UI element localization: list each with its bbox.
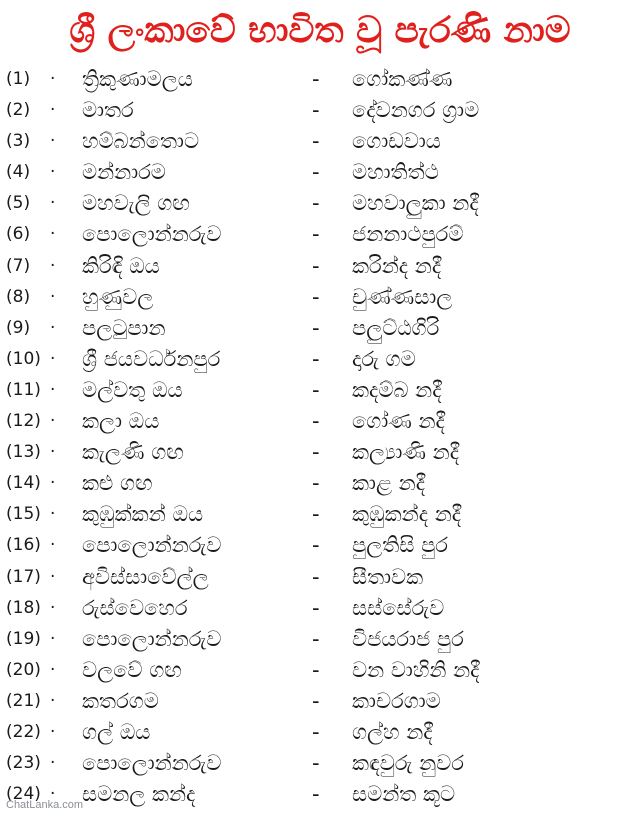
bullet-marker: · xyxy=(50,193,56,214)
bullet-marker: · xyxy=(50,628,56,649)
list-item xyxy=(0,126,640,157)
row-number: (1) xyxy=(6,69,31,89)
ancient-name: කරින්ද නදී xyxy=(352,253,442,278)
separator-dash: - xyxy=(312,222,320,247)
row-number: (8) xyxy=(6,286,31,307)
ancient-name: දාරු ගම xyxy=(352,346,416,371)
watermark: ChatLanka.com xyxy=(6,799,84,811)
bullet-marker: · xyxy=(50,535,56,556)
list-item xyxy=(0,188,640,219)
ancient-name: සස්සේරුව xyxy=(352,595,445,620)
ancient-name: කදම්බ නදී xyxy=(352,377,442,402)
ancient-name: චුණ්ණසාල xyxy=(352,284,453,309)
separator-dash: - xyxy=(312,377,320,402)
row-number: (20) xyxy=(6,659,41,680)
modern-name: මාතර xyxy=(82,98,134,123)
separator-dash: - xyxy=(312,315,320,340)
separator-dash: - xyxy=(312,67,320,91)
modern-name: වලවේ ගඟ xyxy=(82,657,182,682)
ancient-name: ජනනාථපුරම් xyxy=(352,222,464,247)
ancient-name: කඳවුරු නුවර xyxy=(352,751,464,776)
modern-name: කලා ඔය xyxy=(82,409,160,434)
bullet-marker: · xyxy=(50,659,56,680)
ancient-name: ගෝණ නදී xyxy=(352,409,445,434)
separator-dash: - xyxy=(312,409,320,434)
list-item xyxy=(0,499,640,530)
bullet-marker: · xyxy=(50,317,56,338)
modern-name: කළු ගඟ xyxy=(82,471,153,496)
row-number: (3) xyxy=(6,131,31,152)
bullet-marker: · xyxy=(50,255,56,276)
list-item xyxy=(0,655,640,686)
row-number: (17) xyxy=(6,566,41,587)
list-item xyxy=(0,282,640,313)
list-item xyxy=(0,95,640,126)
ancient-name: දේවනගර ග්‍රාම xyxy=(352,98,480,123)
row-number: (10) xyxy=(6,348,41,369)
list-item xyxy=(0,437,640,468)
modern-name: ශ්‍රී ජයවර්ධනපුර xyxy=(82,346,221,371)
row-number: (7) xyxy=(6,255,31,276)
list-item xyxy=(0,313,640,344)
ancient-name: කල්‍යාණි නදී xyxy=(352,440,460,465)
modern-name: පොලොන්නරුව xyxy=(82,626,222,651)
separator-dash: - xyxy=(312,98,320,123)
separator-dash: - xyxy=(312,471,320,496)
row-number: (22) xyxy=(6,721,41,742)
separator-dash: - xyxy=(312,253,320,278)
row-number: (16) xyxy=(6,535,41,556)
list-item xyxy=(0,686,640,717)
modern-name: කතරගම xyxy=(82,688,159,713)
list-item xyxy=(0,406,640,437)
list-item xyxy=(0,375,640,406)
modern-name: මල්වතු ඔය xyxy=(82,377,183,402)
row-number: (24) xyxy=(6,784,41,805)
separator-dash: - xyxy=(312,502,320,527)
list-item xyxy=(0,530,640,561)
bullet-marker: · xyxy=(50,442,56,463)
list-item xyxy=(0,251,640,282)
list-item xyxy=(0,64,640,95)
bullet-marker: · xyxy=(50,753,56,774)
ancient-name: කාචරගාම xyxy=(352,688,441,713)
bullet-marker: · xyxy=(50,379,56,400)
modern-name: හුණුවල xyxy=(82,284,154,309)
separator-dash: - xyxy=(312,626,320,651)
modern-name: පොලොන්නරුව xyxy=(82,533,222,558)
modern-name: කැලණි ගඟ xyxy=(82,440,184,465)
list-item xyxy=(0,717,640,748)
bullet-marker: · xyxy=(50,286,56,307)
ancient-name: සමන්ත කූට xyxy=(352,782,456,807)
list-item xyxy=(0,219,640,250)
list-item xyxy=(0,344,640,375)
ancient-name: කාළ නදී xyxy=(352,471,426,496)
row-number: (11) xyxy=(6,379,41,400)
ancient-name: ගල්හ නදී xyxy=(352,719,433,744)
separator-dash: - xyxy=(312,346,320,371)
bullet-marker: · xyxy=(50,597,56,618)
modern-name: පොලොන්නරුව xyxy=(82,222,222,247)
modern-name: සමනල කන්ද xyxy=(82,782,196,807)
separator-dash: - xyxy=(312,160,320,185)
modern-name: පොලොන්නරුව xyxy=(82,751,222,776)
row-number: (2) xyxy=(6,100,31,121)
bullet-marker: · xyxy=(50,131,56,152)
bullet-marker: · xyxy=(50,690,56,711)
row-number: (9) xyxy=(6,317,31,338)
ancient-name: කුඹුකන්ද නදී xyxy=(352,502,462,527)
row-number: (4) xyxy=(6,162,31,183)
modern-name: කුඹුක්කන් ඔය xyxy=(82,502,204,527)
list-item xyxy=(0,593,640,624)
list-item xyxy=(0,157,640,188)
bullet-marker: · xyxy=(50,69,56,89)
separator-dash: - xyxy=(312,688,320,713)
ancient-name: පුලතිසි පුර xyxy=(352,533,448,558)
separator-dash: - xyxy=(312,191,320,216)
separator-dash: - xyxy=(312,284,320,309)
bullet-marker: · xyxy=(50,224,56,245)
modern-name: ත්‍රිකුණාමලය xyxy=(82,67,193,91)
ancient-name: වන වාහිනි නදී xyxy=(352,657,480,682)
separator-dash: - xyxy=(312,533,320,558)
modern-name: අවිස්සාවේල්ල xyxy=(82,564,209,589)
modern-name: රුස්වෙහෙර xyxy=(82,595,188,620)
separator-dash: - xyxy=(312,719,320,744)
separator-dash: - xyxy=(312,751,320,776)
row-number: (6) xyxy=(6,224,31,245)
ancient-name: පලුට්ඨගිරි xyxy=(352,315,440,340)
list-item xyxy=(0,562,640,593)
ancient-name: ගොඩවාය xyxy=(352,129,441,154)
names-list xyxy=(0,64,640,810)
bullet-marker: · xyxy=(50,504,56,525)
page-title: ශ්‍රී ලංකාවේ භාවිත වූ පැරණි නාම xyxy=(69,10,571,51)
separator-dash: - xyxy=(312,129,320,154)
row-number: (21) xyxy=(6,690,41,711)
separator-dash: - xyxy=(312,782,320,807)
bullet-marker: · xyxy=(50,348,56,369)
bullet-marker: · xyxy=(50,162,56,183)
ancient-name: මහාතිත්ථ xyxy=(352,160,439,185)
row-number: (5) xyxy=(6,193,31,214)
row-number: (12) xyxy=(6,411,41,432)
bullet-marker: · xyxy=(50,100,56,121)
bullet-marker: · xyxy=(50,566,56,587)
list-item xyxy=(0,748,640,779)
separator-dash: - xyxy=(312,564,320,589)
list-item xyxy=(0,624,640,655)
modern-name: හම්බන්තොට xyxy=(82,129,200,154)
row-number: (15) xyxy=(6,504,41,525)
ancient-name: මහවාලුකා නදී xyxy=(352,191,479,216)
bullet-marker: · xyxy=(50,411,56,432)
bullet-marker: · xyxy=(50,721,56,742)
modern-name: මන්නාරම xyxy=(82,160,166,185)
row-number: (23) xyxy=(6,753,41,774)
modern-name: ගල් ඔය xyxy=(82,719,151,744)
separator-dash: - xyxy=(312,595,320,620)
row-number: (14) xyxy=(6,473,41,494)
modern-name: මහවැලි ගඟ xyxy=(82,191,190,216)
ancient-name: සීතාවක xyxy=(352,564,424,589)
modern-name: කිරිඳි ඔය xyxy=(82,253,160,278)
separator-dash: - xyxy=(312,440,320,465)
ancient-name: විජයරාජ පුර xyxy=(352,626,464,651)
row-number: (18) xyxy=(6,597,41,618)
separator-dash: - xyxy=(312,657,320,682)
list-item xyxy=(0,468,640,499)
row-number: (13) xyxy=(6,442,41,463)
bullet-marker: · xyxy=(50,473,56,494)
ancient-name: ගෝකණ්ණ xyxy=(352,67,453,91)
row-number: (19) xyxy=(6,628,41,649)
list-item xyxy=(0,779,640,810)
modern-name: පලටුපාන xyxy=(82,315,166,340)
bullet-marker: · xyxy=(50,784,56,805)
